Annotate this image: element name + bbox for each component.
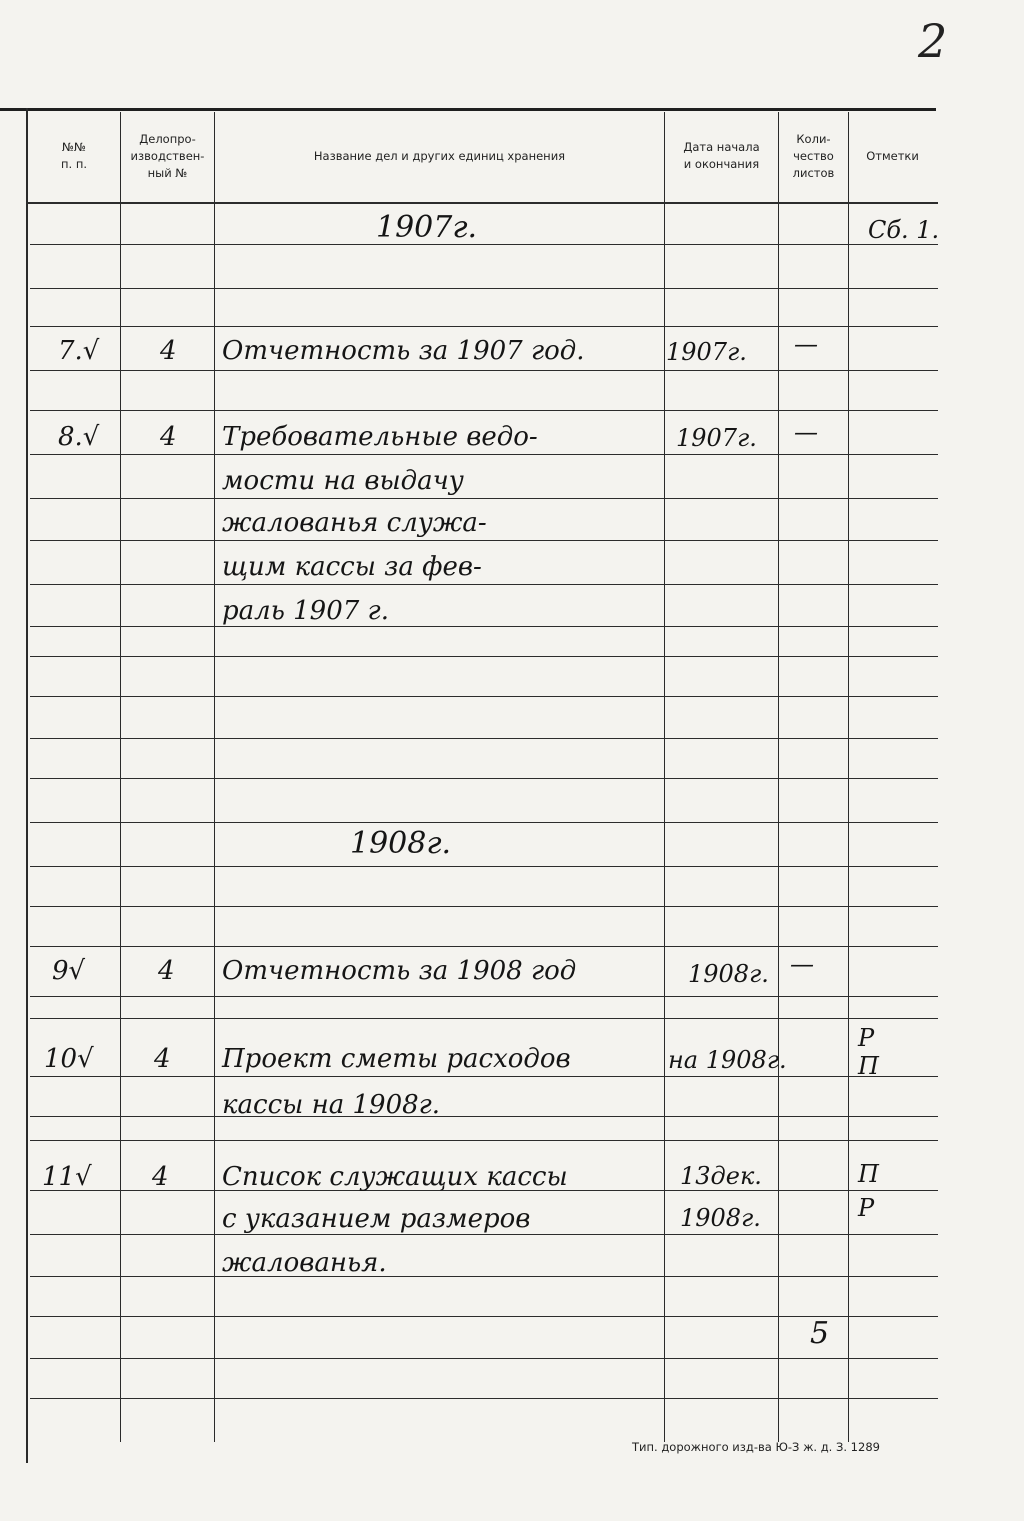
row-rule	[30, 738, 938, 739]
left-border	[26, 108, 28, 1463]
entry-office-number: 4	[160, 422, 177, 452]
col-divider	[778, 112, 779, 1442]
row-rule	[30, 1398, 938, 1399]
header-bottom-rule	[26, 202, 938, 204]
entry-number: 7.√	[58, 336, 100, 366]
row-rule	[30, 454, 938, 455]
row-rule	[30, 866, 938, 867]
entry-sheets: —	[794, 418, 818, 446]
row-rule	[30, 370, 938, 371]
row-rule	[30, 1076, 938, 1077]
entry-number: 10√	[44, 1044, 94, 1074]
entry-office-number: 4	[154, 1044, 171, 1074]
row-rule	[30, 906, 938, 907]
entry-mark: Р	[858, 1024, 875, 1052]
row-rule	[30, 1140, 938, 1141]
entry-dates: 1907г.	[676, 424, 757, 452]
entry-number: 8.√	[58, 422, 100, 452]
entry-office-number: 4	[152, 1162, 169, 1192]
row-rule	[30, 1234, 938, 1235]
entry-mark: Р	[858, 1194, 875, 1222]
header-col-title: Название дел и других единиц хранения	[313, 148, 566, 163]
entry-dates: 1908г.	[688, 960, 769, 988]
row-rule	[30, 1276, 938, 1277]
header-col-marks: Отметки	[866, 148, 919, 163]
entry-title-line: Отчетность за 1908 год	[222, 956, 577, 986]
entry-dates: на 1908г.	[668, 1046, 787, 1074]
entry-number: 9√	[52, 956, 86, 986]
row-rule	[30, 1316, 938, 1317]
header-col-dates: Дата начала и окончания	[683, 140, 760, 171]
printer-footer: Тип. дорожного изд-ва Ю-З ж. д. З. 1289	[632, 1440, 880, 1454]
header-col-sheets: Коли- чество листов	[792, 131, 835, 180]
entry-mark: П	[858, 1052, 879, 1080]
entry-number: 11√	[42, 1162, 92, 1192]
entry-title-line: мости на выдачу	[222, 466, 464, 496]
entry-dates: 1908г.	[680, 1204, 761, 1232]
entry-title-line: щим кассы за фев-	[222, 552, 482, 582]
row-rule	[30, 656, 938, 657]
entry-sheets: —	[794, 330, 818, 358]
col-divider	[664, 112, 665, 1442]
entry-title-line: Отчетность за 1907 год.	[222, 336, 585, 366]
entry-sheets: —	[790, 950, 814, 978]
col-divider	[214, 112, 215, 1442]
page-number: 2	[918, 14, 948, 68]
header-col-num: №№ п. п.	[60, 140, 87, 171]
row-rule	[30, 1358, 938, 1359]
entry-title-line: Проект сметы расходов	[222, 1044, 571, 1074]
col-divider	[848, 112, 849, 1442]
row-rule	[30, 288, 938, 289]
total-sheets: 5	[810, 1316, 830, 1351]
entry-title-line: кассы на 1908г.	[222, 1090, 441, 1120]
row-rule	[30, 584, 938, 585]
row-rule	[30, 946, 938, 947]
section-mark-1907: Сб. 1.	[868, 216, 940, 244]
row-rule	[30, 540, 938, 541]
entry-mark: П	[858, 1160, 879, 1188]
section-heading-1908: 1908г.	[350, 826, 452, 861]
entry-title-line: раль 1907 г.	[222, 596, 389, 626]
row-rule	[30, 1116, 938, 1117]
section-heading-1907: 1907г.	[376, 210, 478, 245]
entry-dates: 13дек.	[680, 1162, 762, 1190]
entry-title-line: Требовательные ведо-	[222, 422, 538, 452]
row-rule	[30, 326, 938, 327]
top-rule	[0, 108, 936, 111]
entry-office-number: 4	[158, 956, 175, 986]
col-divider	[120, 112, 121, 1442]
row-rule	[30, 410, 938, 411]
entry-title-line: Список служащих кассы	[222, 1162, 568, 1192]
header-col-office: Делопро- изводствен- ный №	[130, 131, 205, 180]
entry-dates: 1907г.	[666, 338, 747, 366]
row-rule	[30, 244, 938, 245]
row-rule	[30, 996, 938, 997]
entry-title-line: жалованья служа-	[222, 508, 487, 538]
row-rule	[30, 822, 938, 823]
entry-title-line: с указанием размеров	[222, 1204, 531, 1234]
row-rule	[30, 1018, 938, 1019]
entry-title-line: жалованья.	[222, 1248, 387, 1278]
row-rule	[30, 696, 938, 697]
row-rule	[30, 498, 938, 499]
row-rule	[30, 778, 938, 779]
entry-office-number: 4	[160, 336, 177, 366]
row-rule	[30, 626, 938, 627]
